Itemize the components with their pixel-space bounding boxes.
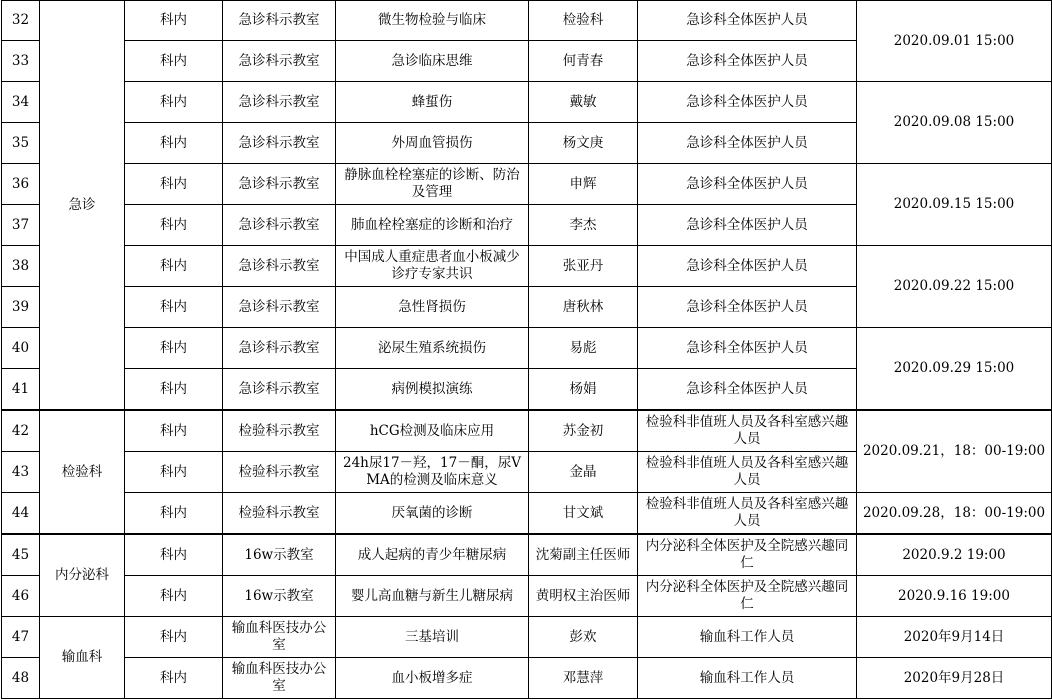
session-time: 2020.9.2 19:00 [857, 534, 1052, 576]
location: 急诊科示教室 [223, 82, 336, 123]
speaker: 易彪 [529, 328, 638, 369]
topic: 24h尿17－羟，17－酮，尿VMA的检测及临床意义 [336, 452, 529, 493]
speaker: 检验科 [529, 1, 638, 41]
department-cell: 内分泌科 [40, 534, 125, 617]
session-time: 2020.09.28，18：00-19:00 [857, 493, 1052, 535]
topic: 病例模拟演练 [336, 369, 529, 411]
audience: 内分泌科全体医护及全院感兴趣同仁 [638, 576, 857, 617]
department-cell: 检验科 [40, 410, 125, 534]
speaker: 张亚丹 [529, 246, 638, 287]
training-type: 科内 [125, 1, 223, 41]
training-type: 科内 [125, 41, 223, 82]
topic: 血小板增多症 [336, 658, 529, 699]
table-row [2, 82, 1052, 123]
row-number: 39 [2, 287, 40, 328]
table-row [2, 410, 1052, 452]
table-row [2, 576, 1052, 617]
row-number: 40 [2, 328, 40, 369]
topic: 外周血管损伤 [336, 123, 529, 164]
speaker: 邓慧萍 [529, 658, 638, 699]
session-time: 2020.09.22 15:00 [857, 246, 1052, 328]
location: 输血科医技办公室 [223, 617, 336, 658]
training-type: 科内 [125, 246, 223, 287]
audience: 输血科工作人员 [638, 617, 857, 658]
topic: 婴儿高血糖与新生儿糖尿病 [336, 576, 529, 617]
audience: 急诊科全体医护人员 [638, 82, 857, 123]
audience: 急诊科全体医护人员 [638, 328, 857, 369]
topic: 泌尿生殖系统损伤 [336, 328, 529, 369]
audience: 急诊科全体医护人员 [638, 205, 857, 246]
audience: 急诊科全体医护人员 [638, 123, 857, 164]
row-number: 41 [2, 369, 40, 411]
training-type: 科内 [125, 493, 223, 535]
table-row [2, 246, 1052, 287]
location: 急诊科示教室 [223, 328, 336, 369]
speaker: 杨娟 [529, 369, 638, 411]
audience: 检验科非值班人员及各科室感兴趣人员 [638, 452, 857, 493]
row-number: 46 [2, 576, 40, 617]
audience: 急诊科全体医护人员 [638, 369, 857, 411]
row-number: 33 [2, 41, 40, 82]
location: 急诊科示教室 [223, 205, 336, 246]
training-type: 科内 [125, 658, 223, 699]
speaker: 李杰 [529, 205, 638, 246]
topic: 中国成人重症患者血小板减少诊疗专家共识 [336, 246, 529, 287]
session-time: 2020.09.15 15:00 [857, 164, 1052, 246]
topic: 静脉血栓栓塞症的诊断、防治及管理 [336, 164, 529, 205]
speaker: 黄明权主治医师 [529, 576, 638, 617]
table-row [2, 617, 1052, 658]
topic: 急诊临床思维 [336, 41, 529, 82]
row-number: 47 [2, 617, 40, 658]
table-row [2, 328, 1052, 369]
speaker: 苏金初 [529, 410, 638, 452]
audience: 检验科非值班人员及各科室感兴趣人员 [638, 410, 857, 452]
row-number: 32 [2, 1, 40, 41]
topic: 急性肾损伤 [336, 287, 529, 328]
training-type: 科内 [125, 164, 223, 205]
training-type: 科内 [125, 410, 223, 452]
speaker: 彭欢 [529, 617, 638, 658]
topic: 三基培训 [336, 617, 529, 658]
speaker: 唐秋林 [529, 287, 638, 328]
training-type: 科内 [125, 452, 223, 493]
table-row [2, 164, 1052, 205]
session-time: 2020.09.08 15:00 [857, 82, 1052, 164]
training-type: 科内 [125, 328, 223, 369]
training-type: 科内 [125, 123, 223, 164]
topic: 蜂蜇伤 [336, 82, 529, 123]
training-type: 科内 [125, 287, 223, 328]
table-row [2, 534, 1052, 576]
speaker: 沈菊副主任医师 [529, 534, 638, 576]
table-row [2, 658, 1052, 699]
topic: hCG检测及临床应用 [336, 410, 529, 452]
audience: 急诊科全体医护人员 [638, 246, 857, 287]
topic: 成人起病的青少年糖尿病 [336, 534, 529, 576]
session-time: 2020年9月14日 [857, 617, 1052, 658]
location: 检验科示教室 [223, 410, 336, 452]
session-time: 2020.09.01 15:00 [857, 1, 1052, 82]
session-time: 2020年9月28日 [857, 658, 1052, 699]
training-type: 科内 [125, 82, 223, 123]
location: 16w示教室 [223, 534, 336, 576]
location: 急诊科示教室 [223, 123, 336, 164]
session-time: 2020.09.21，18：00-19:00 [857, 410, 1052, 493]
row-number: 44 [2, 493, 40, 535]
location: 检验科示教室 [223, 452, 336, 493]
audience: 检验科非值班人员及各科室感兴趣人员 [638, 493, 857, 535]
speaker: 戴敏 [529, 82, 638, 123]
speaker: 申辉 [529, 164, 638, 205]
location: 急诊科示教室 [223, 1, 336, 41]
audience: 急诊科全体医护人员 [638, 1, 857, 41]
row-number: 48 [2, 658, 40, 699]
row-number: 36 [2, 164, 40, 205]
location: 急诊科示教室 [223, 246, 336, 287]
table-row [2, 1, 1052, 41]
table-row [2, 493, 1052, 535]
department-cell: 急诊 [40, 1, 125, 411]
location: 急诊科示教室 [223, 287, 336, 328]
row-number: 42 [2, 410, 40, 452]
row-number: 45 [2, 534, 40, 576]
audience: 输血科工作人员 [638, 658, 857, 699]
row-number: 35 [2, 123, 40, 164]
speaker: 甘文斌 [529, 493, 638, 535]
location: 急诊科示教室 [223, 164, 336, 205]
audience: 急诊科全体医护人员 [638, 164, 857, 205]
location: 急诊科示教室 [223, 369, 336, 411]
speaker: 何青春 [529, 41, 638, 82]
audience: 急诊科全体医护人员 [638, 287, 857, 328]
location: 输血科医技办公室 [223, 658, 336, 699]
training-type: 科内 [125, 617, 223, 658]
training-type: 科内 [125, 576, 223, 617]
audience: 急诊科全体医护人员 [638, 41, 857, 82]
speaker: 杨文庚 [529, 123, 638, 164]
row-number: 37 [2, 205, 40, 246]
location: 16w示教室 [223, 576, 336, 617]
location: 检验科示教室 [223, 493, 336, 535]
session-time: 2020.9.16 19:00 [857, 576, 1052, 617]
department-cell: 输血科 [40, 617, 125, 699]
session-time: 2020.09.29 15:00 [857, 328, 1052, 411]
location: 急诊科示教室 [223, 41, 336, 82]
training-schedule-table [1, 0, 1052, 699]
row-number: 34 [2, 82, 40, 123]
topic: 微生物检验与临床 [336, 1, 529, 41]
row-number: 38 [2, 246, 40, 287]
row-number: 43 [2, 452, 40, 493]
audience: 内分泌科全体医护及全院感兴趣同仁 [638, 534, 857, 576]
training-type: 科内 [125, 205, 223, 246]
speaker: 金晶 [529, 452, 638, 493]
topic: 肺血栓栓塞症的诊断和治疗 [336, 205, 529, 246]
training-type: 科内 [125, 369, 223, 411]
topic: 厌氧菌的诊断 [336, 493, 529, 535]
training-type: 科内 [125, 534, 223, 576]
